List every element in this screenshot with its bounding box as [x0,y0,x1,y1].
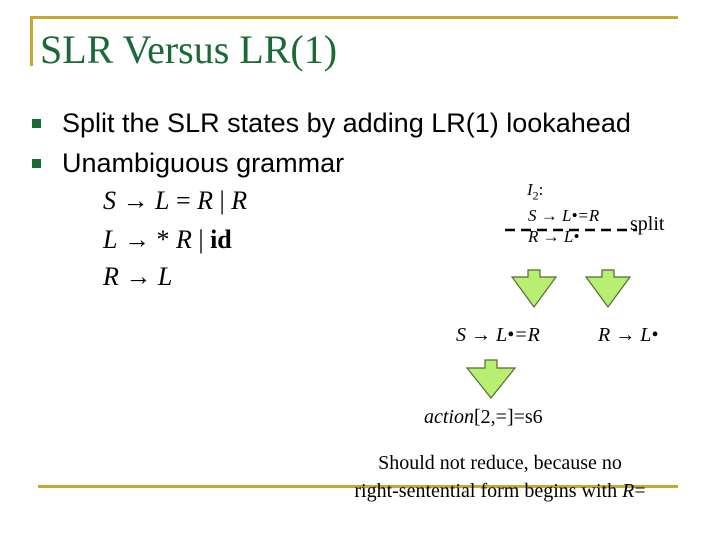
state-subscript: 2 [532,188,539,203]
grammar-symbol: | [213,186,232,215]
grammar-symbol: R [175,225,192,254]
action-text [424,406,543,429]
action-args: [2,=]=s6 [474,406,543,428]
grammar-symbol: L [157,262,173,291]
note-line-2-prefix: right-sentential form begins with [354,480,623,502]
right-result-item: R → L• [598,324,659,346]
arrow-glyph: → [125,262,152,291]
arrow-glyph: → [123,225,150,254]
note-line-2 [310,480,690,503]
left-down-arrow [512,270,556,307]
state-item-2: R → L• [528,227,580,246]
grammar-lhs: S [103,186,116,215]
state-colon: : [538,180,544,199]
grammar-symbol: L [155,186,170,215]
bullet-text-2: Unambiguous grammar [62,148,345,178]
note-line-2-var: R [622,480,635,502]
grammar-symbol: id [210,225,232,254]
split-label: split [630,213,665,235]
state-name: I [527,180,533,199]
grammar-symbol: * [156,225,176,254]
action-down-arrow [467,360,515,398]
grammar-lhs: L [103,225,118,254]
left-result-item: S → L•=R [456,324,540,346]
right-down-arrow [586,270,630,307]
state-item-1: S → L•=R [528,206,600,225]
note-line-1: Should not reduce, because no [378,452,622,474]
state-label [527,180,543,203]
bullet-text-1: Split the SLR states by adding LR(1) lookahead [62,108,631,138]
grammar-symbol: = [169,186,198,215]
note-line-2-suffix: = [634,480,646,502]
slide-title: SLR Versus LR(1) [40,27,338,72]
grammar-lhs: R [103,262,119,291]
grammar-symbol: R [197,186,214,215]
arrow-glyph: → [122,186,149,215]
grammar-symbol: R [231,186,248,215]
action-name: action [424,406,474,428]
grammar-symbol: | [191,225,211,254]
